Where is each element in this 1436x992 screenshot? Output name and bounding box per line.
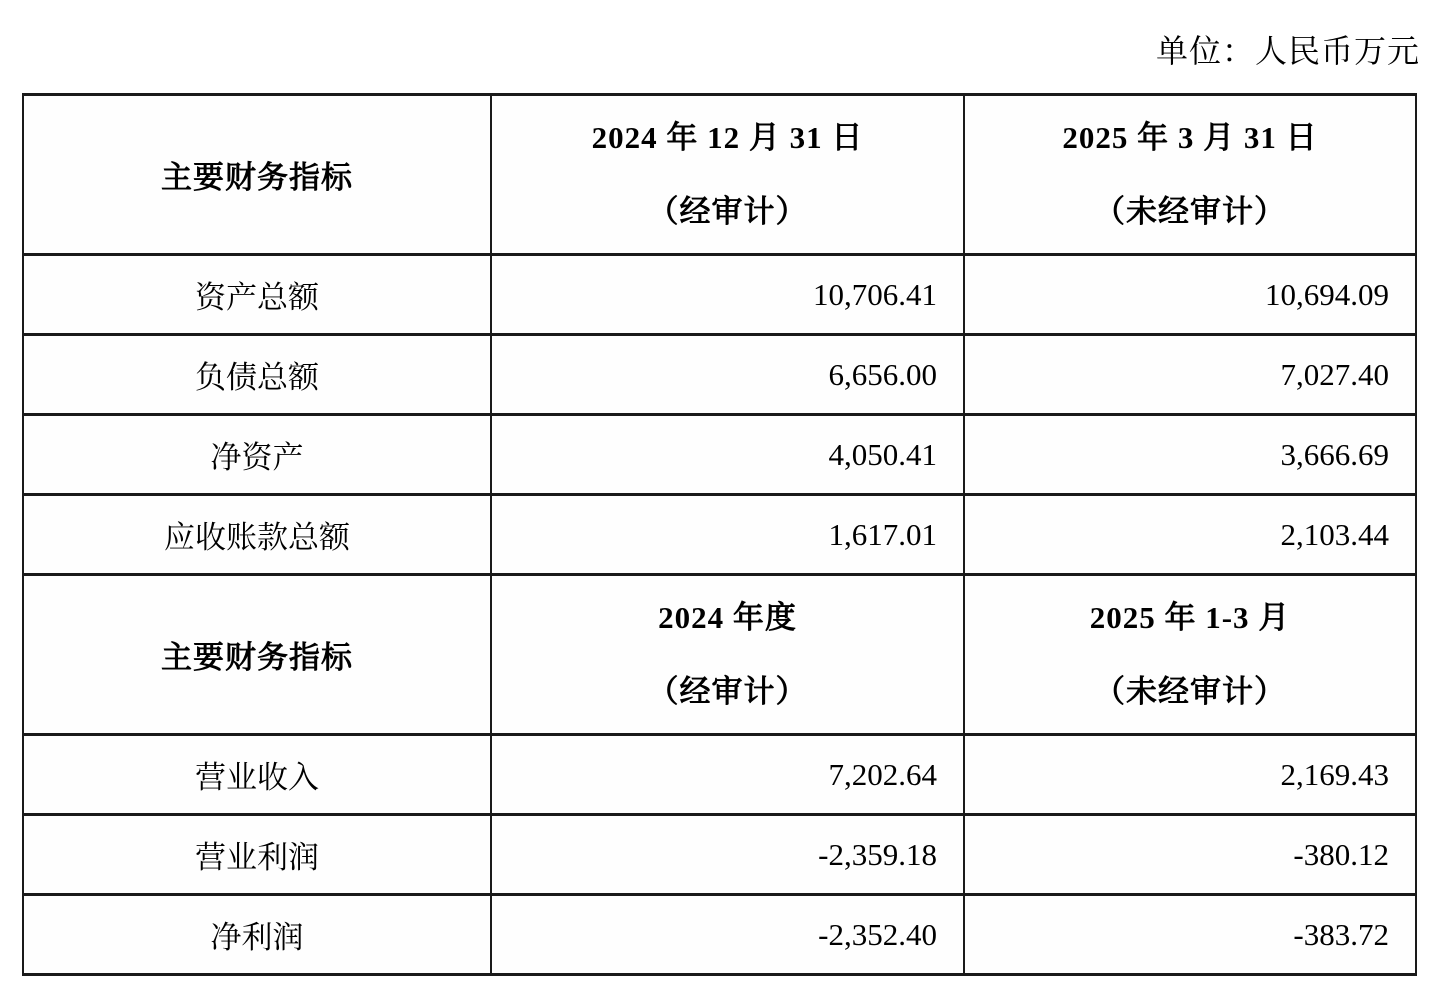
financial-indicators-table <box>22 93 1417 976</box>
value-2025: 2,103.44 <box>964 495 1416 575</box>
section1-period1-audit-status: （经审计） <box>647 194 808 229</box>
section1-period2-header-cell <box>964 95 1416 255</box>
section2-period2-header-cell <box>964 575 1416 735</box>
value-2025: 3,666.69 <box>964 415 1416 495</box>
table-row-operating-profit <box>23 815 1416 895</box>
value-2025: 10,694.09 <box>964 255 1416 335</box>
section1-period1-date: 2024 年 12 月 31 日 <box>591 120 864 155</box>
value-2025: -383.72 <box>964 895 1416 975</box>
row-label: 负债总额 <box>23 335 491 415</box>
section2-metric-header-cell: 主要财务指标 <box>23 575 491 735</box>
value-2024: 1,617.01 <box>491 495 964 575</box>
table-row-net-profit <box>23 895 1416 975</box>
section2-period2-date: 2025 年 1-3 月 <box>1089 600 1291 635</box>
section2-period1-audit-status: （经审计） <box>647 674 808 709</box>
table-row-net-assets <box>23 415 1416 495</box>
row-label: 营业收入 <box>23 735 491 815</box>
row-label: 净资产 <box>23 415 491 495</box>
section1-period2-audit-status: （未经审计） <box>1094 194 1286 229</box>
table-row-operating-revenue <box>23 735 1416 815</box>
section2-header-row <box>23 575 1416 735</box>
section1-header-row <box>23 95 1416 255</box>
table-row-accounts-receivable <box>23 495 1416 575</box>
section2-period2-audit-status: （未经审计） <box>1094 674 1286 709</box>
section1-period1-header-cell <box>491 95 964 255</box>
row-label: 营业利润 <box>23 815 491 895</box>
section1-period2-date: 2025 年 3 月 31 日 <box>1062 120 1318 155</box>
value-2024: -2,352.40 <box>491 895 964 975</box>
table-row-total-liabilities <box>23 335 1416 415</box>
value-2025: 2,169.43 <box>964 735 1416 815</box>
value-2025: -380.12 <box>964 815 1416 895</box>
value-2024: 7,202.64 <box>491 735 964 815</box>
row-label: 应收账款总额 <box>23 495 491 575</box>
section2-period1-header-cell <box>491 575 964 735</box>
value-2024: -2,359.18 <box>491 815 964 895</box>
row-label: 净利润 <box>23 895 491 975</box>
value-2024: 4,050.41 <box>491 415 964 495</box>
section1-metric-header-cell: 主要财务指标 <box>23 95 491 255</box>
table-row-total-assets <box>23 255 1416 335</box>
section2-period1-date: 2024 年度 <box>658 600 797 635</box>
unit-label: 单位：人民币万元 <box>1155 33 1420 69</box>
value-2024: 10,706.41 <box>491 255 964 335</box>
row-label: 资产总额 <box>23 255 491 335</box>
value-2025: 7,027.40 <box>964 335 1416 415</box>
value-2024: 6,656.00 <box>491 335 964 415</box>
